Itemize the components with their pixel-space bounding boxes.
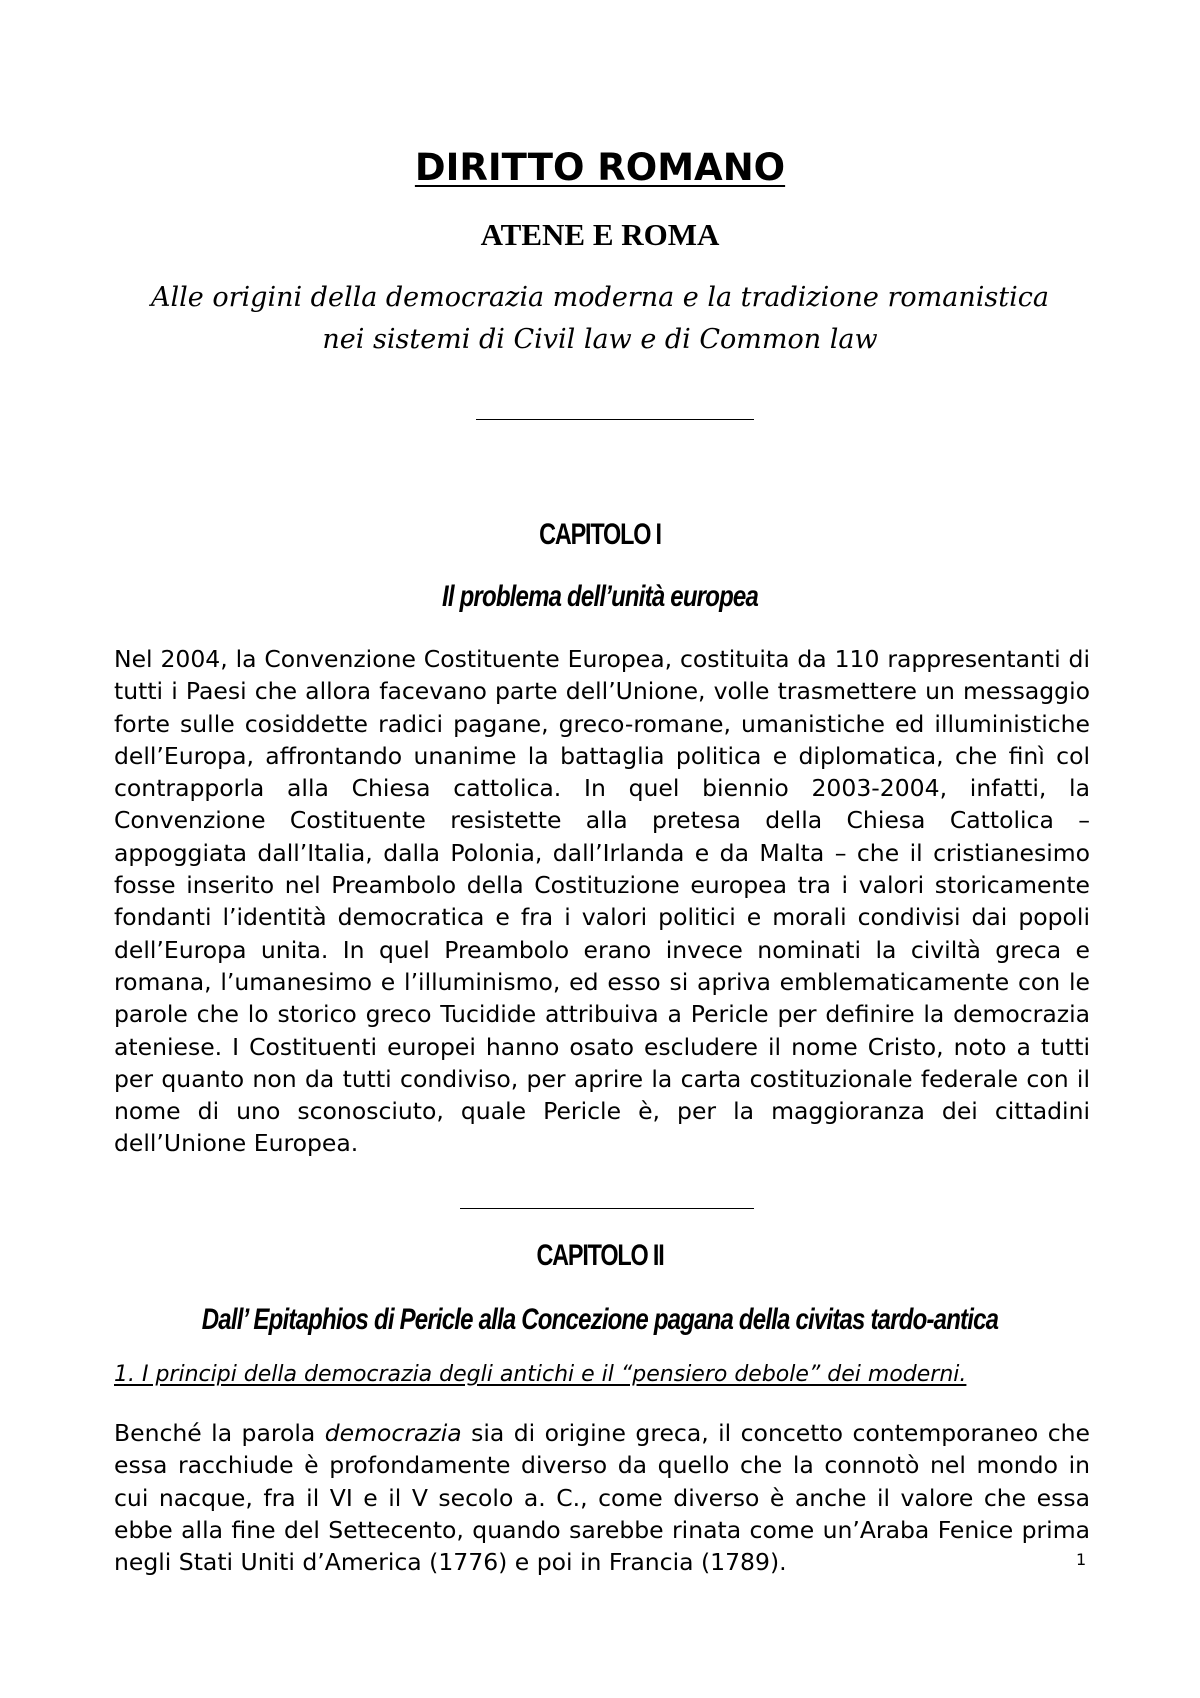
chapter-1-paragraph: Nel 2004, la Convenzione Costituente Europea, costituita da 110 rappresentanti di tutti i Paesi che allora facevano parte dell’Unione, volle trasmettere un messaggio forte sulle cosiddette radici pagane, greco-romane, umanistiche ed illuministiche dell’Europa, affrontando unanime la battaglia politica e diplomatica, che finì col contrapporla alla Chiesa cattolica. In quel biennio 2003-2004, infatti, la Convenzione Costituente resistette alla pretesa della Chiesa Cattolica – appoggiata dall’Italia, dalla Polonia, dall’Irlanda e da Malta – che il cristianesimo fosse inserito nel Preambolo della Costituzione europea tra i valori storicamente fondanti l’identità democratica e fra i valori politici e morali condivisi dai popoli dell’Europa unita. In quel Preambolo erano invece nominati la civiltà greca e romana, l’umanesimo e l’illuminismo, ed esso si apriva emblematicamente con le parole che lo storico greco Tucidide attribuiva a Pericle per definire la democrazia ateniese. I Costituenti europei hanno osato escludere il nome Cristo, noto a tutti per quanto non da tutti condiviso, per aprire la carta costituzionale federale con il nome di uno sconosciuto, quale Pericle è, per la maggioranza dei cittadini dell’Unione Europea. — [114, 645, 1090, 1158]
document-subtitle: ATENE E ROMA — [480, 217, 720, 252]
title-separator-rule — [476, 419, 754, 420]
chapter-2-subheading: Dall’ Epitaphios di Pericle alla Concezione pagana della civitas tardo-antica — [201, 1303, 999, 1336]
chapter-1-subheading: Il problema dell’unità europea — [441, 580, 759, 613]
document-tagline — [60, 277, 1140, 361]
paragraph-text-end: sia di origine greca, il concetto contemporaneo che essa racchiude è profondamente diverso da quello che la connotò nel mondo in cui nacque, fra il VI e il V secolo a. C., come diverso è anche il valore che essa ebbe alla fine del Settecento, quando sarebbe rinata come un’Araba Fenice prima negli Stati Uniti d’America (1776) e poi in Francia (1789). — [114, 1419, 1091, 1577]
chapter-2-paragraph — [114, 1417, 1090, 1578]
chapter-separator-rule — [460, 1208, 754, 1209]
emphasized-term: democrazia — [324, 1419, 462, 1447]
chapter-1-heading: CAPITOLO I — [539, 518, 661, 551]
paragraph-text-start: Benché la parola — [114, 1419, 325, 1447]
section-1-title: 1. I principi della democrazia degli antichi e il “pensiero debole” dei moderni. — [114, 1362, 967, 1387]
chapter-2-heading: CAPITOLO II — [536, 1239, 664, 1272]
tagline-line-1: Alle origini della democrazia moderna e la tradizione romanistica — [151, 282, 1049, 313]
document-title: DIRITTO ROMANO — [414, 146, 786, 189]
tagline-line-2: nei sistemi di Civil law e di Common law — [322, 324, 878, 355]
page-number: 1 — [1076, 1550, 1087, 1569]
